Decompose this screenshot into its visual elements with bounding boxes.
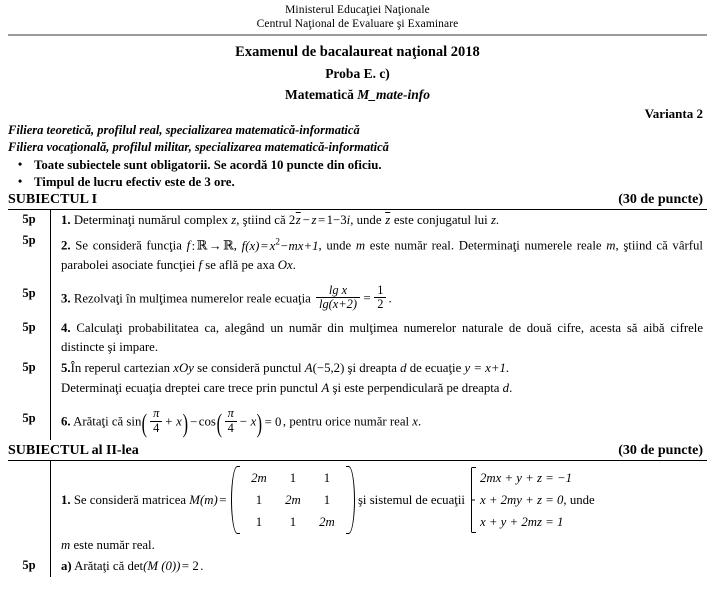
- math-plus-x: + x: [164, 414, 182, 429]
- problem-body: [50, 461, 707, 556]
- ministry-line-1: Ministerul Educaţiei Naţionale: [285, 4, 430, 16]
- math-exponent: 2: [275, 236, 280, 247]
- fraction-numerator: π: [153, 406, 160, 421]
- problem-text: Arătaţi că: [73, 414, 127, 429]
- math-fraction-pi-4: [225, 407, 237, 436]
- problem-text: .: [417, 414, 422, 429]
- problem-text: , pentru orice număr real: [282, 414, 413, 429]
- math-point-coords: (−5,2): [312, 361, 345, 376]
- problem-text: .: [505, 361, 510, 376]
- system-equation-text: x + 2my + z = 0: [479, 493, 564, 508]
- problem-text: Determinaţi numărul complex: [73, 213, 232, 228]
- subject-prefix: Matematică: [284, 87, 358, 102]
- problem-number: 2.: [61, 238, 71, 253]
- ministry-line-2: Centrul Naţional de Evaluare şi Examinare: [256, 17, 459, 30]
- math-function-arg: (x): [245, 238, 260, 253]
- math-fraction-left: [316, 284, 360, 313]
- system-equation: x + y + 2mz = 1: [479, 515, 564, 530]
- problem-text: este conjugatul lui: [390, 213, 491, 228]
- matrix-bracket-left-icon: [231, 466, 240, 534]
- matrix-bracket-right-icon: [346, 466, 355, 534]
- problem-body: [50, 276, 707, 319]
- math-det-arg: (M (0)): [143, 559, 181, 574]
- math-polynomial-rest: −mx+1: [279, 238, 319, 253]
- problem-body: [50, 210, 707, 231]
- problem-text: , unde: [350, 213, 385, 228]
- math-plane-xOy: xOy: [173, 361, 194, 376]
- note-item: • Timpul de lucru efectiv este de 3 ore.: [8, 174, 707, 191]
- problem-text: , ştiind că: [236, 213, 289, 228]
- variant-label: Varianta 2: [644, 106, 703, 121]
- matrix-cell: 1: [323, 493, 331, 508]
- subject-code: M_mate-info: [357, 87, 431, 102]
- problem-text: şi este perpendiculară pe dreapta: [329, 381, 503, 396]
- problem-points: 5p: [22, 233, 36, 248]
- subject-2-header: [8, 443, 707, 459]
- note-item: • Toate subiectele sunt obligatorii. Se acordă 10 puncte din oficiu.: [8, 157, 707, 174]
- math-equals-zero: = 0: [264, 414, 282, 429]
- problem-text: .: [509, 381, 513, 396]
- math-det: det: [127, 559, 144, 574]
- problem-body: [50, 556, 707, 577]
- math-var-m: m: [61, 538, 71, 553]
- fraction-numerator: 1: [377, 282, 384, 297]
- math-var-z: z: [311, 213, 317, 228]
- fraction-denominator: 4: [150, 421, 162, 436]
- fraction-denominator: 4: [225, 421, 237, 436]
- problem-text: Determinaţi ecuaţia dreptei care trece prin punctul: [61, 381, 322, 396]
- problem-text: Se consideră funcţia: [75, 238, 187, 253]
- system-tail: , unde: [563, 493, 595, 508]
- math-colon: :: [191, 238, 196, 253]
- math-rhs: 1−3: [326, 213, 347, 228]
- math-function-f: f: [186, 238, 191, 253]
- math-function-f: f: [241, 238, 246, 253]
- problem-row: [8, 276, 707, 319]
- subject-2-problems: [8, 461, 707, 577]
- math-system: [467, 467, 595, 533]
- problem-text: se consideră punctul: [193, 361, 305, 376]
- matrix-cell: 2m: [285, 493, 301, 508]
- matrix-cell: 1: [323, 471, 331, 486]
- problem-text: se află pe axa: [202, 257, 278, 272]
- problem-text: şi sistemul de ecuaţii: [357, 492, 465, 507]
- math-z-conjugate: $\overline{z}$: [385, 213, 391, 228]
- problem-text: În reperul cartezian: [70, 361, 174, 376]
- math-point-A: A: [304, 361, 313, 376]
- subject-1-title: SUBIECTUL I: [8, 192, 98, 207]
- header-divider: [8, 34, 707, 36]
- math-equals: =: [219, 492, 227, 507]
- problem-row: [8, 461, 707, 556]
- math-domain-R: ℝ: [196, 238, 208, 253]
- problem-number: 3.: [61, 291, 71, 306]
- problem-text: este număr real. Determinaţi numerele reale: [365, 238, 607, 253]
- math-var-x: x: [412, 414, 418, 429]
- filiera-line-2: Filiera vocaţională, profilul militar, specializarea matematică-informatică: [8, 139, 389, 154]
- math-minus-x: − x: [238, 414, 257, 429]
- problem-body: [50, 231, 707, 275]
- math-equals: =: [317, 213, 326, 228]
- problem-row: [8, 210, 707, 231]
- math-equals: =: [260, 238, 269, 253]
- math-matrix-M: M: [189, 492, 200, 507]
- problem-text: .: [495, 213, 500, 228]
- problem-text: Rezolvaţi în mulţimea numerelor reale ecuaţia: [73, 291, 315, 306]
- problem-points: 5p: [22, 285, 36, 300]
- problem-number: 1.: [61, 213, 71, 228]
- ministry-header: [8, 4, 707, 31]
- math-equals: =: [363, 291, 371, 306]
- exam-notes: [8, 157, 707, 190]
- matrix-cell: 1: [255, 515, 263, 530]
- system-equation: [480, 489, 595, 511]
- matrix-cell: 1: [255, 493, 263, 508]
- math-var-x: x: [269, 238, 276, 253]
- exam-title-line: Examenul de bacalaureat naţional 2018: [235, 44, 480, 60]
- matrix-cell: 1: [289, 515, 297, 530]
- problem-number: 5.: [61, 361, 71, 376]
- math-coefficient: 2: [288, 213, 296, 228]
- problem-row: [8, 318, 707, 358]
- subject-2-title: SUBIECTUL al II-lea: [8, 443, 139, 459]
- system-equations: [477, 467, 595, 533]
- matrix-cell: 1: [289, 471, 297, 486]
- subject-1-header: [8, 192, 707, 208]
- math-equals: = 2: [181, 559, 199, 574]
- problem-text: de ecuaţie: [406, 361, 465, 376]
- problem-text: , unde: [318, 238, 356, 253]
- math-line-d: d: [400, 361, 407, 376]
- problem-number: 4.: [61, 321, 71, 336]
- math-point-A: A: [321, 381, 330, 396]
- problem-body: [50, 318, 707, 358]
- math-fraction-right: [374, 284, 386, 313]
- problem-text: .: [200, 559, 204, 574]
- math-line-d: d: [502, 381, 510, 396]
- problem-text: , ştiind că vârful parabolei asociate funcţiei: [61, 238, 703, 272]
- problem-points: 5p: [22, 212, 36, 227]
- math-var-m: m: [355, 238, 366, 253]
- matrix-body: [240, 466, 346, 534]
- math-arrow: →: [208, 238, 222, 253]
- problem-points: 5p: [22, 411, 36, 426]
- problem-number: 6.: [61, 414, 71, 429]
- math-var-z: z: [231, 213, 237, 228]
- problem-text: Arătaţi că: [74, 559, 128, 574]
- math-function-f: f: [198, 257, 203, 272]
- math-z-conjugate: $\overline{z}$: [295, 213, 301, 228]
- problem-text: Se consideră matricea: [73, 492, 190, 507]
- problem-row: [8, 556, 707, 577]
- math-line-equation: y = x+1: [464, 361, 506, 376]
- math-minus: −: [302, 213, 310, 228]
- exam-title-block: [8, 42, 707, 105]
- fraction-denominator: 2: [374, 297, 386, 312]
- math-fraction-pi-4: [150, 407, 162, 436]
- problem-points: 5p: [22, 360, 36, 375]
- math-minus: −: [190, 414, 198, 429]
- problem-text: este număr real.: [70, 538, 155, 553]
- problem-body: [50, 358, 707, 399]
- math-axis-Ox: Ox: [277, 257, 293, 272]
- system-equation: 2mx + y + z = −1: [479, 471, 573, 486]
- problem-text: .: [292, 257, 296, 272]
- subject-1-problems: [8, 210, 707, 440]
- system-brace-icon: [467, 467, 477, 533]
- problem-points: 5p: [22, 320, 36, 335]
- exam-subject-line: [8, 84, 707, 105]
- math-matrix: [231, 466, 355, 534]
- problem-text: Calculaţi probabilitatea ca, alegând un număr din mulţimea numerelor naturale de două cifre, acesta să aibă cifrele distincte şi impare.: [61, 321, 704, 355]
- matrix-cell: 2m: [251, 471, 267, 486]
- problem-row: [8, 358, 707, 399]
- math-sin: sin: [126, 414, 142, 429]
- fraction-numerator: lg x: [328, 282, 348, 297]
- problem-points: [8, 461, 50, 556]
- fraction-numerator: π: [227, 406, 234, 421]
- fraction-denominator: lg(x+2): [316, 297, 360, 312]
- math-imaginary-unit: i: [346, 213, 351, 228]
- subject-1-points: (30 de puncte): [618, 192, 703, 207]
- math-var-m: m: [606, 238, 616, 253]
- math-cos: cos: [198, 414, 216, 429]
- subproblem-label: a): [61, 559, 72, 574]
- problem-row: [8, 399, 707, 440]
- exam-proba-line: Proba E. c): [325, 66, 390, 81]
- problem-text: ,: [233, 238, 242, 253]
- problem-text: şi dreapta: [344, 361, 401, 376]
- math-matrix-arg: (m): [199, 492, 218, 507]
- matrix-cell: 2m: [319, 515, 335, 530]
- problem-row: [8, 231, 707, 275]
- math-var-z: z: [490, 213, 496, 228]
- problem-number: 1.: [61, 492, 71, 507]
- math-codomain-R: ℝ: [223, 238, 234, 253]
- problem-body: 6. Arătaţi că sin( $\frac{\pi}{4}$ + x) − cos( $\frac{\pi}{4}$ − x) = 0 , pentru orice număr real x.: [50, 399, 707, 440]
- problem-points: 5p: [22, 558, 36, 573]
- problem-text: .: [388, 291, 392, 306]
- filiera-line-1: Filiera teoretică, profilul real, specializarea matematică-informatică: [8, 123, 360, 137]
- subject-2-points: (30 de puncte): [618, 443, 703, 459]
